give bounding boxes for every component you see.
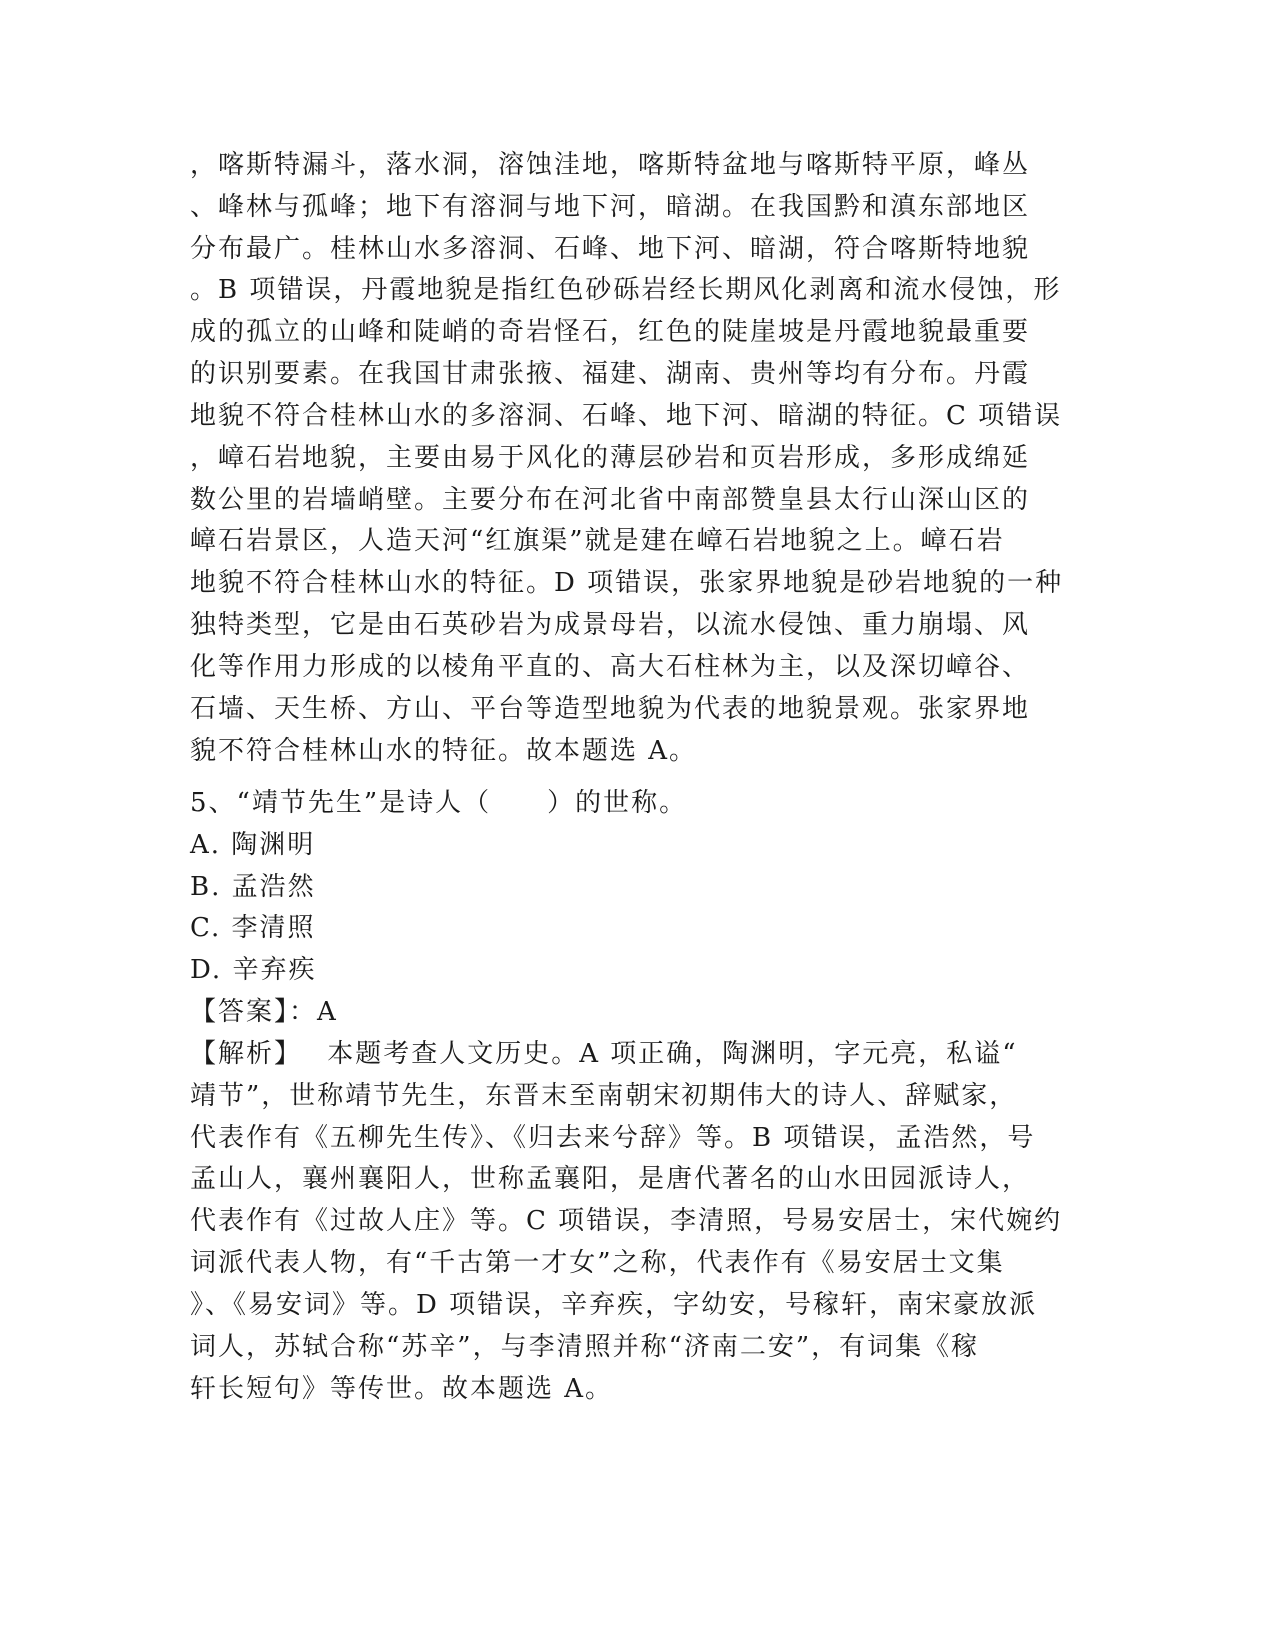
explanation-line: ，嶂石岩地貌，主要由易于风化的薄层砂岩和页岩形成，多形成绵延	[190, 443, 1031, 473]
explanation-line: 数公里的岩墙峭壁。主要分布在河北省中南部赞皇县太行山深山区的	[190, 485, 1031, 515]
explanation-line: 化等作用力形成的以棱角平直的、高大石柱林为主，以及深切嶂谷、	[190, 652, 1031, 682]
explanation-line: 貌不符合桂林山水的特征。故本题选 A。	[190, 736, 698, 766]
analysis-line: 【解析】 本题考查人文历史。A 项正确，陶渊明，字元亮，私谥“	[190, 1039, 1018, 1069]
explanation-line: ，喀斯特漏斗，落水洞，溶蚀洼地，喀斯特盆地与喀斯特平原，峰丛	[190, 150, 1031, 180]
explanation-line: 地貌不符合桂林山水的特征。D 项错误，张家界地貌是砂岩地貌的一种	[190, 568, 1064, 598]
analysis-line: 词人，苏轼合称“苏辛”，与李清照并称“济南二安”，有词集《稼	[190, 1332, 980, 1362]
analysis-line: 孟山人，襄州襄阳人，世称孟襄阳，是唐代著名的山水田园派诗人，	[190, 1164, 1031, 1194]
analysis-line: 轩长短句》等传世。故本题选 A。	[190, 1374, 614, 1404]
answer-line: 【答案】：A	[190, 997, 338, 1027]
analysis-line: 靖节”，世称靖节先生，东晋末至南朝宋初期伟大的诗人、辞赋家，	[190, 1081, 1018, 1111]
option-a: A. 陶渊明	[190, 830, 316, 860]
explanation-line: 的识别要素。在我国甘肃张掖、福建、湖南、贵州等均有分布。丹霞	[190, 359, 1031, 389]
option-b: B. 孟浩然	[190, 872, 316, 902]
option-c: C. 李清照	[190, 913, 316, 943]
question-stem: 5、“靖节先生”是诗人（ ）的世称。	[190, 788, 688, 818]
explanation-line: 成的孤立的山峰和陡峭的奇岩怪石，红色的陡崖坡是丹霞地貌最重要	[190, 317, 1031, 347]
analysis-line: 代表作有《五柳先生传》、《归去来兮辞》等。B 项错误，孟浩然，号	[190, 1123, 1036, 1153]
analysis-line: 代表作有《过故人庄》等。C 项错误，李清照，号易安居士，宋代婉约	[190, 1206, 1063, 1236]
explanation-line: 独特类型，它是由石英砂岩为成景母岩，以流水侵蚀、重力崩塌、风	[190, 610, 1031, 640]
explanation-line: 嶂石岩景区，人造天河“红旗渠”就是建在嶂石岩地貌之上。嶂石岩	[190, 526, 1005, 556]
analysis-line: 》、《易安词》等。D 项错误，辛弃疾，字幼安，号稼轩，南宋豪放派	[190, 1290, 1038, 1320]
explanation-line: 、峰林与孤峰；地下有溶洞与地下河，暗湖。在我国黔和滇东部地区	[190, 192, 1031, 222]
analysis-line: 词派代表人物，有“千古第一才女”之称，代表作有《易安居士文集	[190, 1248, 1005, 1278]
explanation-line: 石墙、天生桥、方山、平台等造型地貌为代表的地貌景观。张家界地	[190, 694, 1031, 724]
explanation-line: 。B 项错误，丹霞地貌是指红色砂砾岩经长期风化剥离和流水侵蚀，形	[190, 275, 1062, 305]
option-d: D. 辛弃疾	[190, 955, 317, 985]
explanation-line: 分布最广。桂林山水多溶洞、石峰、地下河、暗湖，符合喀斯特地貌	[190, 234, 1031, 264]
explanation-line: 地貌不符合桂林山水的多溶洞、石峰、地下河、暗湖的特征。C 项错误	[190, 401, 1063, 431]
